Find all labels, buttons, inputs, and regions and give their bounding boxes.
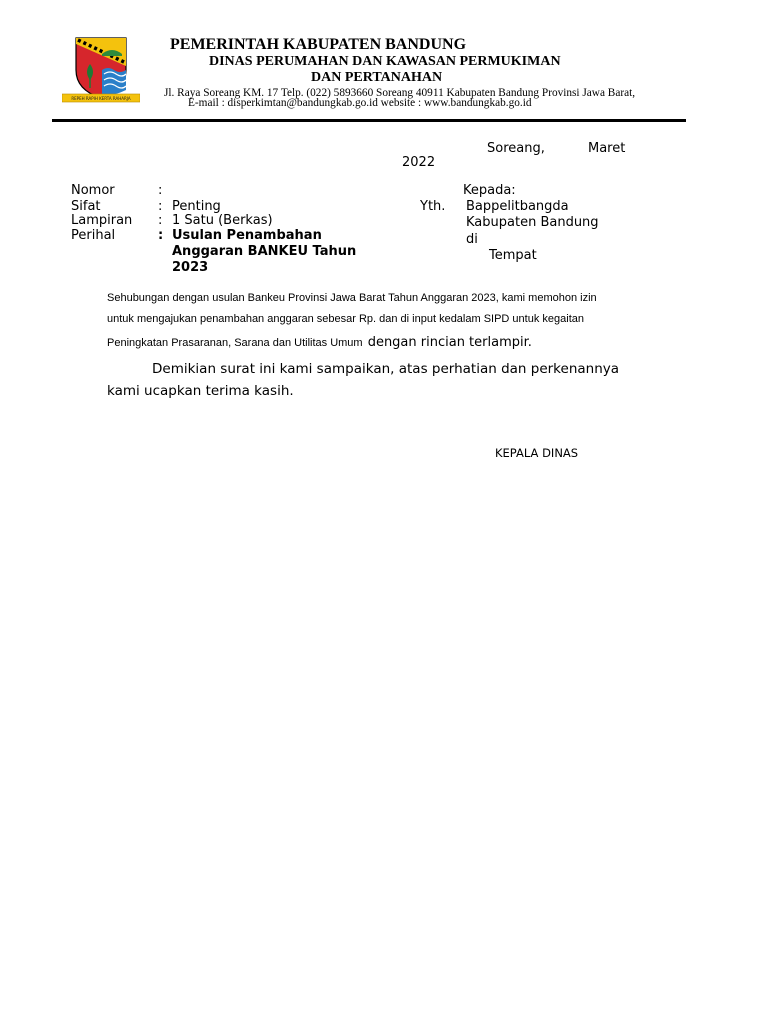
perihal-label: Perihal [71,228,116,243]
perihal-value-2: Anggaran BANKEU Tahun [172,244,357,259]
letterhead-divider [52,119,686,122]
colon: : [158,183,163,198]
sifat-label: Sifat [71,199,101,214]
letterhead-title-1: PEMERINTAH KABUPATEN BANDUNG [170,36,467,53]
letterhead-contact: E-mail : disperkimtan@bandungkab.go.id website : www.bandungkab.go.id [188,97,532,109]
body-p1-line-3 [107,331,532,350]
colon: : [158,213,163,228]
body-p2-line-2: kami ucapkan terima kasih. [107,383,294,399]
body-p1-line-3-part-2: dengan rincian terlampir. [367,335,532,350]
recipient-yth: Yth. [420,199,446,214]
perihal-value-3: 2023 [172,260,209,275]
body-p1-line-1: Sehubungan dengan usulan Bankeu Provinsi Jawa Barat Tahun Anggaran 2023, kami memohon izin [107,292,597,304]
sifat-value: Penting [172,199,221,214]
colon: : [158,228,164,243]
letterhead-title-2: DINAS PERUMAHAN DAN KAWASAN PERMUKIMAN [209,54,561,69]
body-p1-line-3-part-1: Peningkatan Prasaranan, Sarana dan Utilitas Umum [107,337,363,349]
lampiran-value: 1 Satu (Berkas) [172,213,273,228]
signature-title: KEPALA DINAS [495,446,579,460]
letterhead-address: Jl. Raya Soreang KM. 17 Telp. (022) 5893660 Soreang 40911 Kabupaten Bandung Provinsi Jawa Barat, [164,87,636,99]
body-p2-line-1: Demikian surat ini kami sampaikan, atas perhatian dan perkenannya [152,361,620,377]
recipient-line-4: Tempat [489,248,537,263]
month: Maret [588,141,626,156]
logo-motto: REPEH RAPIH KERTA RAHARJA [71,96,131,101]
recipient-line-3: di [466,232,478,247]
place: Soreang, [487,141,545,156]
letterhead-title-3: DAN PERTANAHAN [311,70,443,85]
body-p1-line-2: untuk mengajukan penambahan anggaran sebesar Rp. dan di input kedalam SIPD untuk kegaitan [107,313,584,325]
recipient-kepada: Kepada: [463,183,516,198]
year: 2022 [402,155,436,170]
recipient-line-1: Bappelitbangda [466,199,569,214]
bandung-regency-coat-of-arms-icon [62,36,140,104]
nomor-label: Nomor [71,183,115,198]
lampiran-label: Lampiran [71,213,133,228]
colon: : [158,199,163,214]
perihal-value-1: Usulan Penambahan [172,228,322,243]
recipient-line-2: Kabupaten Bandung [466,215,599,230]
